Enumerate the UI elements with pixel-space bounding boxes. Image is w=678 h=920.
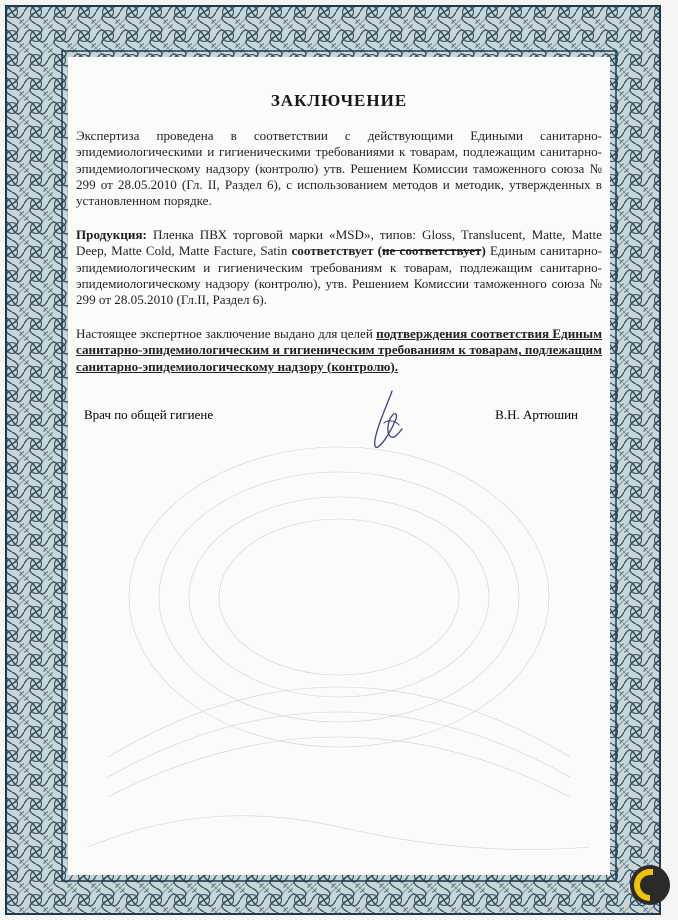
compliance-status: соответствует [291, 243, 374, 259]
purpose-underlined: подтверждения соответствия Единым санитарно-эпидемиологическим и гигиеническим требованиям к товарам, подлежащим санитарно-эпидемиологическому надзору (контролю). [76, 326, 602, 374]
corner-logo-icon [628, 863, 672, 907]
signature-row [84, 401, 578, 461]
purpose-lead: Настоящее экспертное заключение выдано для целей [76, 326, 377, 342]
struck-status: не соответствует [381, 243, 482, 259]
signer-name: В.Н. Артюшин [495, 407, 578, 422]
expertise-paragraph: Экспертиза проведена в соответствии с действующими Едиными санитарно-эпидемиологическими и гигиеническими требованиями к товарам, подлежащим санитарно-эпидемиологическому надзору (контролю) утв. Решением Комиссии таможенного союза № 299 от 28.05.2010 (Гл. II, Раздел 6), с использованием методов и методик, утвержденных в установленном порядке. [76, 128, 602, 209]
product-rest: Единым санитарно-эпидемиологическим и гигиеническим требованиям к товарам, подлежащим санитарно-эпидемиологическому надзору (контролю), утв. Решением Комиссии таможенного союза № 299 от 28.05.2010 (Гл.II, Раздел 6). [76, 243, 602, 308]
product-text: Пленка ПВХ торговой марки «MSD», типов: Gloss, Translucent, Matte, Matte Deep, Matte Cold, Matte Facture, Satin [76, 227, 602, 259]
product-label: Продукция: [76, 227, 147, 243]
signer-position: Врач по общей гигиене [84, 407, 214, 422]
product-paragraph: Продукция: Пленка ПВХ торговой марки «MSD», типов: Gloss, Translucent, Matte, Matte Deep, Matte Cold, Matte Facture, Satin соответствует (не соответствует) Единым санитарно-эпидемиологическим и гигиеническим требованиям к товарам, подлежащим санитарно-эпидемиологическому надзору (контролю), утв. Решением Комиссии таможенного союза № 299 от 28.05.2010 (Гл.II, Раздел 6). [76, 227, 602, 308]
document-panel [68, 57, 610, 875]
document-title: ЗАКЛЮЧЕНИЕ [270, 91, 408, 110]
purpose-paragraph [76, 326, 602, 375]
document-content [76, 93, 602, 393]
handwritten-signature-icon [366, 389, 410, 453]
